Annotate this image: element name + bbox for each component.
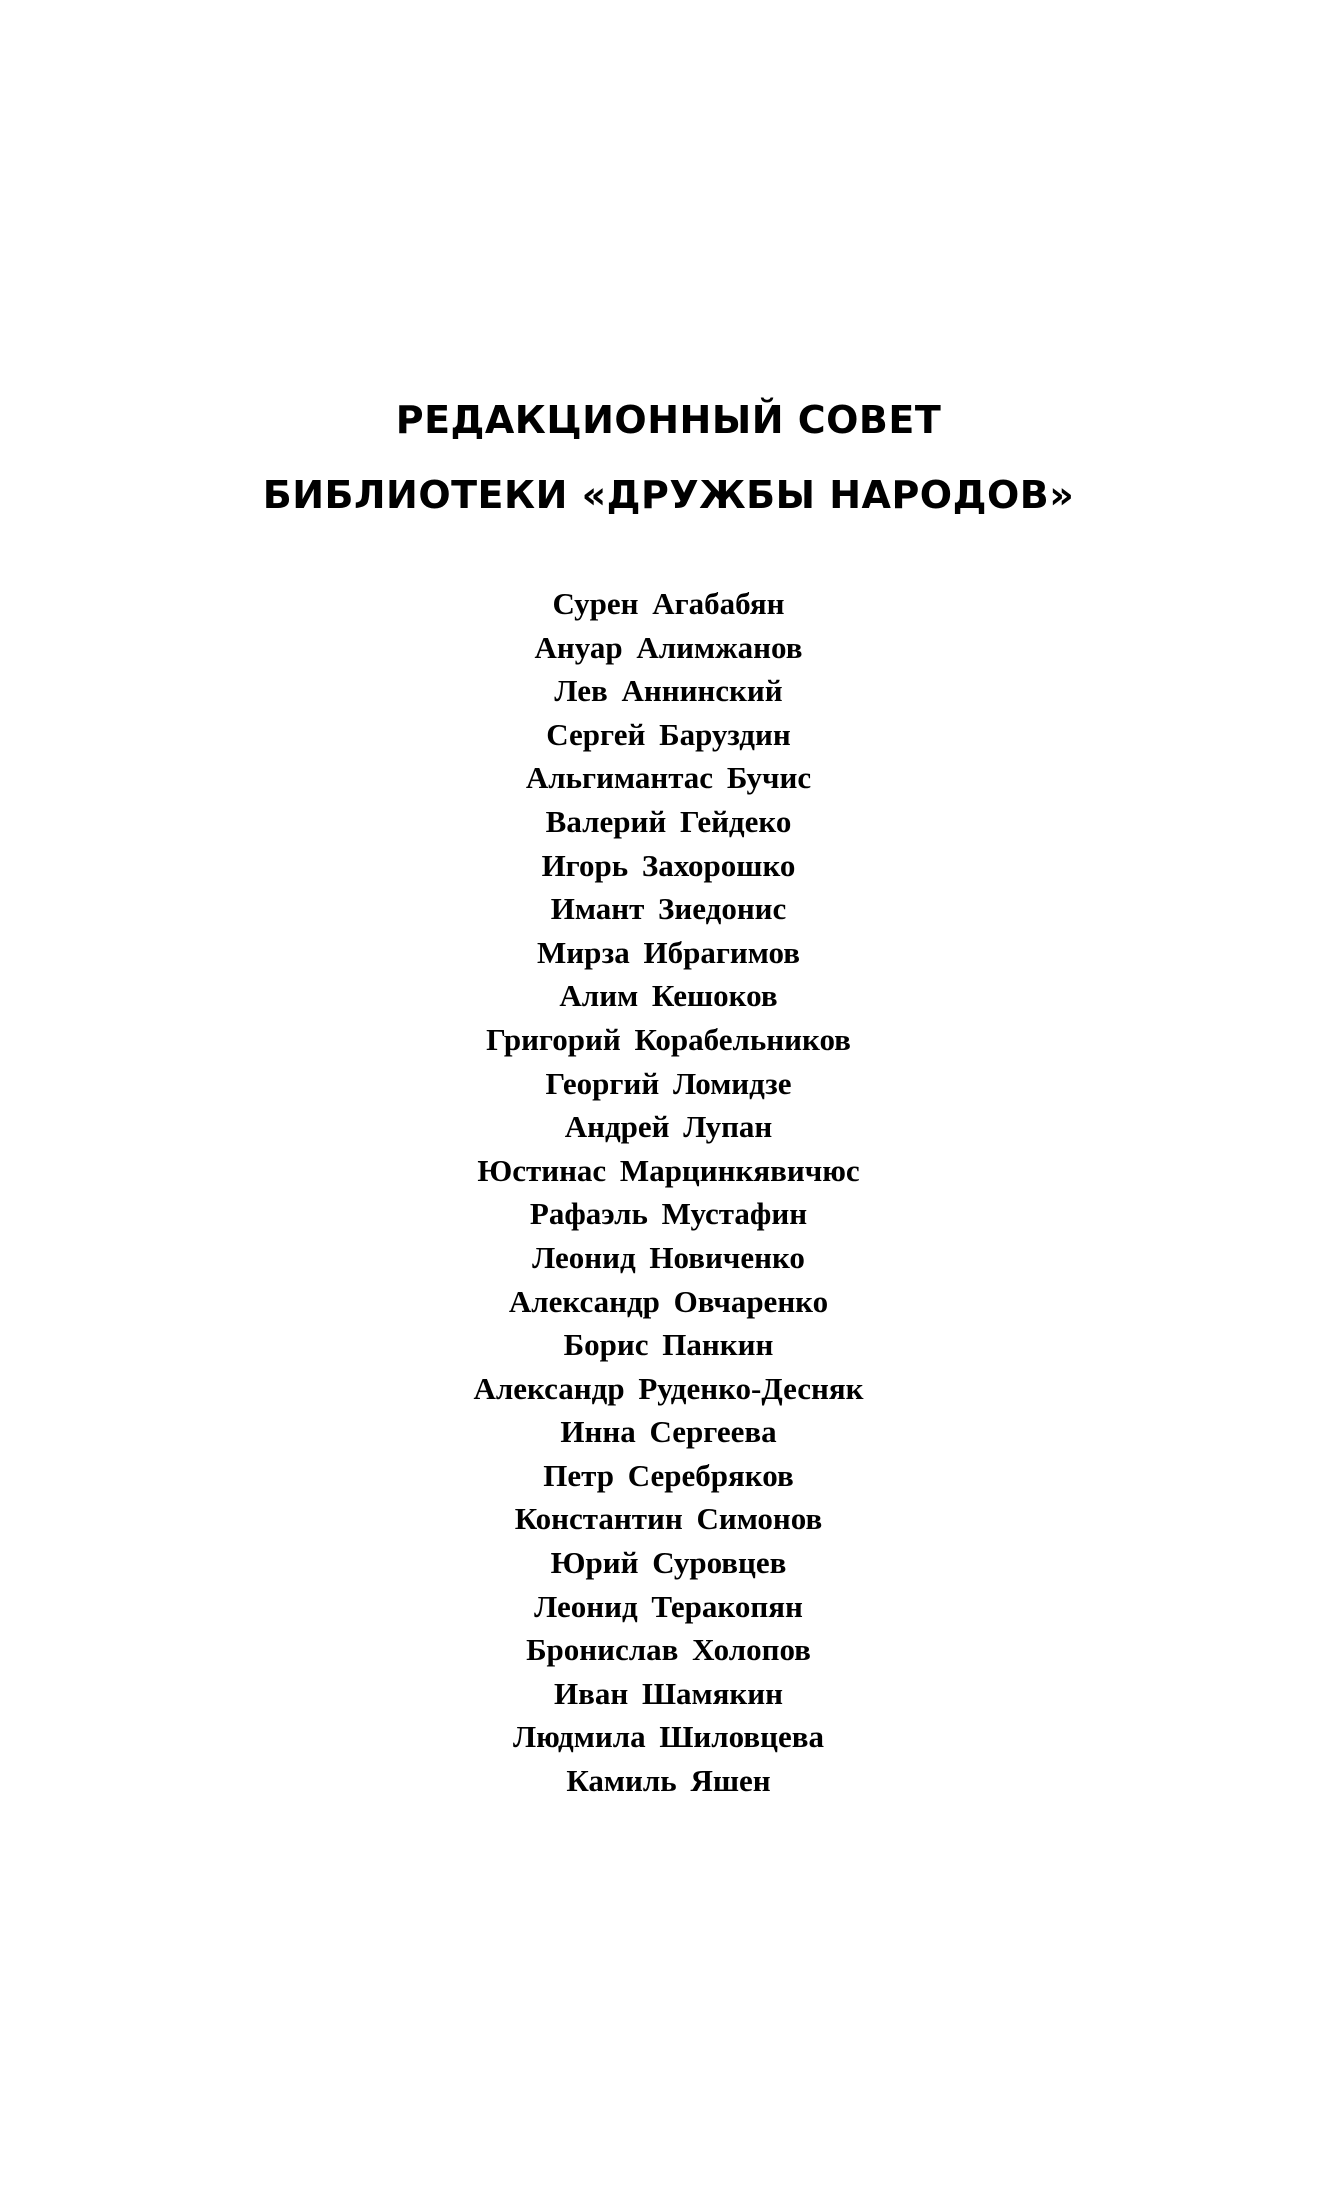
member-list [0,582,1337,1803]
list-item: Валерий Гейдеко [545,803,792,839]
list-item: Юстинас Марцинкявичюс [477,1152,860,1188]
list-item: Игорь Захорошко [541,847,796,883]
list-item: Александр Овчаренко [508,1283,829,1319]
list-item: Людмила Шиловцева [513,1719,824,1755]
list-item: Сурен Агабабян [552,586,785,621]
list-item: Константин Симонов [514,1501,823,1537]
list-item: Георгий Ломидзе [545,1065,792,1101]
list-item: Иван Шамякин [554,1675,783,1711]
page-title: РЕДАКЦИОННЫЙ СОВЕТ [395,398,942,442]
list-item: Лев Аннинский [554,673,783,709]
list-item: Мирза Ибрагимов [537,934,800,970]
list-item: Имант Зиедонис [550,891,787,927]
list-item: Бронислав Холопов [526,1632,811,1668]
list-item: Камиль Яшен [566,1763,771,1799]
list-item: Борис Панкин [563,1327,774,1363]
list-item: Александр Руденко-Десняк [473,1370,864,1406]
list-item: Петр Серебряков [543,1457,794,1493]
list-item: Алим Кешоков [559,978,778,1014]
list-item: Рафаэль Мустафин [529,1196,808,1232]
list-item: Альгимантас Бучис [525,760,812,796]
page-subtitle: БИБЛИОТЕКИ «ДРУЖБЫ НАРОДОВ» [262,473,1075,517]
list-item: Юрий Суровцев [550,1545,787,1581]
list-item: Леонид Новиченко [532,1239,805,1275]
list-item: Андрей Лупан [564,1109,773,1145]
list-item: Инна Сергеева [560,1414,777,1450]
list-item: Ануар Алимжанов [534,629,803,665]
list-item: Григорий Корабельников [486,1021,851,1057]
list-item: Леонид Теракопян [534,1588,803,1624]
list-item: Сергей Баруздин [546,716,791,752]
